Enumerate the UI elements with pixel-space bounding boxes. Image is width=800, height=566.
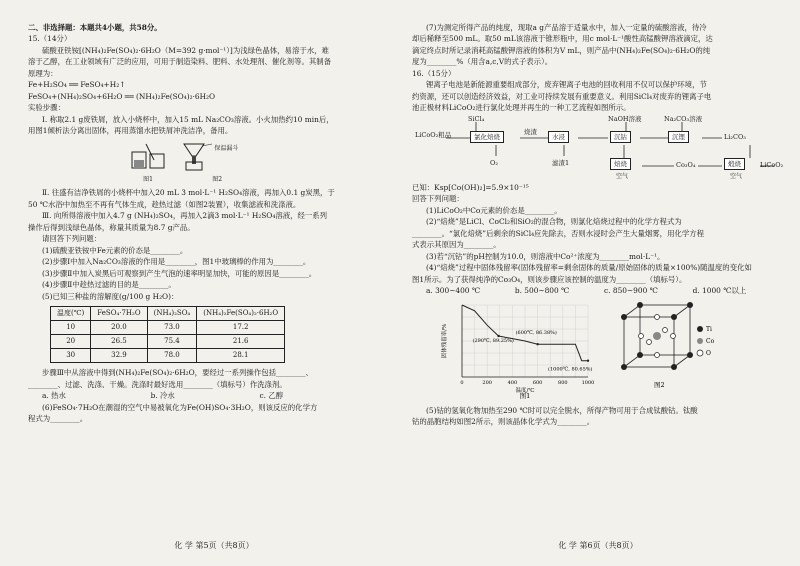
answer-head: 请回答下列问题： xyxy=(42,234,102,244)
experiment-head: 实验步骤： xyxy=(28,103,65,113)
table-cell: 17.2 xyxy=(197,321,285,335)
table-cell: 28.1 xyxy=(197,349,285,363)
funnel-label: 保温漏斗 xyxy=(214,144,239,152)
step2-line1: Ⅱ. 往盛有洁净铁屑的小烧杯中加入20 mL 3 mol·L⁻¹ H₂SO₄溶液，再加入0.1 g炭黑，于 xyxy=(42,188,335,198)
q7-line1: (7)为测定所得产品的纯度，现取a g产品溶于适量水中，加入一定量的硫酸溶液，待冷 xyxy=(426,23,707,32)
flow-final-roast: 煅烧 xyxy=(724,158,745,170)
answer-head-16: 回答下列问题： xyxy=(412,194,464,204)
table-row xyxy=(51,335,285,349)
q16-head: 16.（15分） xyxy=(412,68,456,78)
q15-intro-3: 原理为： xyxy=(28,68,58,78)
flow-leach: 水浸 xyxy=(548,131,569,143)
flow-raw: LiCoO₂粗品 xyxy=(415,130,452,139)
flow-calcine: 烧渣 xyxy=(524,127,537,136)
flow-precip-li: 沉锂 xyxy=(668,131,689,143)
data-point xyxy=(497,335,499,337)
table-cell: 20 xyxy=(51,335,91,349)
table-header: (NH₄)₂Fe(SO₄)₂·6H₂O xyxy=(197,307,285,321)
step2-line2: 50 ℃水浴中加热至不再有气体生成，趁热过滤（如图2装置），收集滤液和洗涤液。 xyxy=(28,199,301,209)
q16-1: (1)LiCoO₂中Co元素的价态是________。 xyxy=(426,205,562,215)
q15-head: 15.（14分） xyxy=(28,34,72,44)
q5-after-2: ________、过滤、洗涤、干燥。洗涤时最好选用________（填标号）作洗涤剂。 xyxy=(28,379,287,389)
q16-intro-2: 约资源，还可以创造经济效益，对工业可持续发展有重要意义。利用SiCl₄对废弃的锂离子电 xyxy=(412,91,712,101)
chart-caption: 图1 xyxy=(519,392,531,400)
q16-intro-1: 锂离子电池是新能源重要组成部分，废弃锂离子电池的回收利用不仅可以保护环境，节 xyxy=(426,80,707,90)
y-axis-label: 固体残留率/% xyxy=(442,324,448,359)
question-2: (2)步骤Ⅰ中加入Na₂CO₃溶液的作用是________，图1中玻璃棒的作用为________。 xyxy=(42,257,311,267)
flow-naoh: NaOH溶液 xyxy=(608,114,642,123)
residue-chart-svg xyxy=(440,299,600,399)
data-point xyxy=(587,360,589,362)
flow-residue: 滤渣1 xyxy=(552,158,570,167)
option-d: d. 1000 ℃以上 xyxy=(692,285,747,295)
table-cell: 78.0 xyxy=(147,349,197,363)
q16-2-line3: 式表示其原因为________。 xyxy=(412,240,501,250)
q7-line4: 度为________%（用含a,c,V的式子表示）。 xyxy=(412,57,553,67)
flow-li2co3: Li₂CO₃ xyxy=(724,132,746,141)
x-tick-label: 0 xyxy=(460,380,464,387)
option-c: c. 850~900 ℃ xyxy=(604,285,658,295)
question-5: (5)已知三种盐的溶解度(g/100 g H₂O)： xyxy=(42,291,179,301)
flow-chlorination: 氯化焙烧 xyxy=(470,131,504,143)
figure-1-caption: 图1 xyxy=(143,176,153,184)
equation-2: FeSO₄+(NH₄)₂SO₄+6H₂O ══ (NH₄)₂Fe(SO₄)₂·6H₂O xyxy=(28,91,216,101)
flow-air-1: 空气 xyxy=(616,172,629,180)
flow-o2: O₂ xyxy=(490,158,498,167)
step1-line1: Ⅰ. 称取2.1 g废铁屑，放入小烧杯中，加入15 mL Na₂CO₃溶液。小火加热约10 min后， xyxy=(42,114,334,124)
q5-options xyxy=(28,390,400,401)
ksp-note: 已知：Ksp[Co(OH)₂]=5.9×10⁻¹⁵ xyxy=(412,182,529,192)
equation-1: Fe+H₂SO₄ ══ FeSO₄+H₂↑ xyxy=(28,80,126,90)
q15-intro-2: 溶于乙醇，在工业领域有广泛的应用，可用于制造染料、肥料、水处理剂、催化剂等。其制备 xyxy=(28,57,332,67)
section-title: 二、非选择题：本题共4小题，共58分。 xyxy=(28,23,162,32)
option-b: b. 冷水 xyxy=(150,391,175,401)
q15-intro-1: 硫酸亚铁铵[(NH₄)₂Fe(SO₄)₂·6H₂O（M=392 g·mol⁻¹）]为浅绿色晶体，易溶于水，难 xyxy=(42,45,329,55)
right-page xyxy=(412,22,784,552)
q5-after-1: 步骤Ⅲ中从溶液中得到(NH₄)₂Fe(SO₄)₂·6H₂O，要经过一系列操作包括________、 xyxy=(42,368,313,378)
q16-5-line2: 钴的晶胞结构如图2所示，则该晶体化学式为________。 xyxy=(412,417,595,427)
data-label: (290℃, 89.25%) xyxy=(472,338,514,345)
legend-co: Co xyxy=(706,338,715,346)
flow-precip-co: 沉钴 xyxy=(610,131,631,143)
x-axis-label: 温度/℃ xyxy=(515,388,535,395)
q16-2-line2: ________。“氯化焙烧”后剩余的SiCl₄应先除去，否则水浸时会产生大量烟雾，用化学方程 xyxy=(412,228,705,238)
q16-2-line1: (2)“焙烧”是LiCl、CoCl₂和SiO₂的混合物，则氯化焙烧过程中的化学方程式为 xyxy=(426,217,682,227)
table-cell: 21.6 xyxy=(197,335,285,349)
step3-line1: Ⅲ. 向所得溶液中加入4.7 g (NH₄)₂SO₄，再加入2滴3 mol·L⁻¹ H₂SO₄溶液，经一系列 xyxy=(42,211,328,221)
q16-4-line2: 图1所示。为了获得纯净的Co₃O₄，则该步骤应该控制的温度为________（填标号）。 xyxy=(412,274,687,284)
option-c: c. 乙醇 xyxy=(259,391,284,401)
q16-5-line1: (5)钴的氢氧化物加热至290 ℃时可以完全脱水，所得产物可用于合成钛酸钴。钛酸 xyxy=(426,405,698,415)
process-flowchart xyxy=(412,116,784,180)
table-cell: 26.5 xyxy=(91,335,147,349)
table-header: (NH₄)₂SO₄ xyxy=(147,307,197,321)
step3-line2: 操作后得到浅绿色晶体，称量其质量为8.7 g产品。 xyxy=(28,222,195,232)
x-tick-label: 800 xyxy=(558,380,568,387)
page-footer-right: 化 学 第6页（共8页） xyxy=(558,540,638,550)
table-cell: 32.9 xyxy=(91,349,147,363)
figure-2 xyxy=(178,140,256,185)
flow-product: LiCoO₂ xyxy=(760,160,784,169)
table-cell: 73.0 xyxy=(147,321,197,335)
option-b: b. 500~800 ℃ xyxy=(514,285,570,295)
step1-line2: 用图1倾析法分离出固体，再用蒸馏水把铁屑冲洗洁净，备用。 xyxy=(28,126,233,136)
flow-co3o4: Co₃O₄ xyxy=(676,160,696,169)
legend-ti: Ti xyxy=(706,326,712,334)
q7-line2: 却后稀释至500 mL。取50 mL该溶液于锥形瓶中，用c mol·L⁻¹酸性高锰酸钾溶液滴定，达 xyxy=(412,34,713,44)
page-footer-left: 化 学 第5页（共8页） xyxy=(174,540,254,550)
residue-chart xyxy=(440,299,600,402)
table-cell: 75.4 xyxy=(147,335,197,349)
q16-3: (3)若“沉钴”的pH控制为10.0，则溶液中Co²⁺浓度为________mol·L⁻¹。 xyxy=(426,251,665,261)
decant-apparatus-icon xyxy=(128,140,168,172)
x-tick-label: 200 xyxy=(482,380,492,387)
question-3: (3)步骤Ⅱ中加入炭黑后可观察到产生气泡的速率明显加快，可能的原因是________。 xyxy=(42,268,317,278)
q16-4-options xyxy=(412,285,784,296)
x-tick-label: 1000 xyxy=(581,380,595,387)
flow-air-2: 空气 xyxy=(730,172,743,180)
left-page xyxy=(28,22,400,552)
table-header: FeSO₄·7H₂O xyxy=(91,307,147,321)
question-4: (4)步骤Ⅱ中趁热过滤的目的是________。 xyxy=(42,280,176,290)
option-a: a. 热水 xyxy=(42,391,66,401)
flow-roast: 焙烧 xyxy=(610,158,631,170)
figures-row xyxy=(440,299,784,402)
data-point xyxy=(536,343,538,345)
q16-4-line1: (4)“焙烧”过程中固体残留率(固体残留率=剩余固体的质量/原始固体的质量×100%)随温度的变化如 xyxy=(426,263,752,273)
q7-line3: 滴定终点时所记录消耗高锰酸钾溶液的体积为V mL，则产品中(NH₄)₂Fe(SO₄)₂·6H₂O的纯 xyxy=(412,45,711,55)
table-header: 温度(℃) xyxy=(51,307,91,321)
q16-intro-3: 池正极材料LiCoO₂进行氯化处理并再生的一种工艺流程如图所示。 xyxy=(412,103,631,113)
x-tick-label: 600 xyxy=(532,380,543,387)
table-cell: 20.0 xyxy=(91,321,147,335)
crystal-figure xyxy=(616,299,726,402)
table-row xyxy=(51,321,285,335)
legend-o: O xyxy=(706,350,711,358)
option-a: a. 300~400 ℃ xyxy=(426,285,481,295)
crystal-cell-icon xyxy=(616,299,726,395)
table-row xyxy=(51,349,285,363)
flow-sicl4: SiCl₄ xyxy=(468,114,485,123)
question-1: (1)硫酸亚铁铵中Fe元素的价态是________。 xyxy=(42,245,188,255)
x-tick-label: 400 xyxy=(507,380,518,387)
figure-1 xyxy=(128,140,168,185)
data-label: (1000℃, 80.65%) xyxy=(548,367,593,374)
flow-na2co3: Na₂CO₃溶液 xyxy=(664,114,703,123)
table-cell: 30 xyxy=(51,349,91,363)
figure-2-caption: 图2 xyxy=(212,176,223,184)
apparatus-figures xyxy=(128,140,400,185)
table-cell: 10 xyxy=(51,321,91,335)
data-label: (600℃, 86.38%) xyxy=(515,330,557,337)
solubility-table xyxy=(50,306,285,363)
q6-line1: (6)FeSO₄·7H₂O在潮湿的空气中易被氧化为Fe(OH)SO₄·3H₂O，则该反应的化学方 xyxy=(42,402,318,412)
q6-line2: 程式为________。 xyxy=(28,414,88,424)
crystal-caption: 图2 xyxy=(654,381,665,390)
